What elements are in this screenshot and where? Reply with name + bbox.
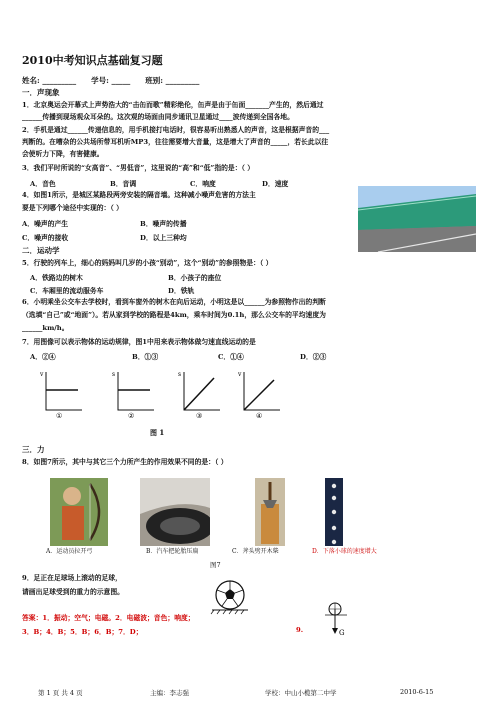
graph-1-label: ① [56,412,63,420]
gravity-diagram [323,602,351,636]
question-9-line-2: 请画出足球受到的重力的示意图。 [22,588,124,596]
footer-school: 学校：中山小榄第二中学 [265,689,337,697]
question-1-line-1: 1．北京奥运会开幕式上声势浩大的“击缶而歌”精彩绝伦，缶声是由于缶面_______产生的，然后通过 [22,101,324,109]
question-7: 7．用图像可以表示物体的运动规律，图1中用来表示物体做匀速直线运动的是 [22,338,256,346]
page-title: 2010中考知识点基础复习题 [22,54,163,67]
svg-text:s: s [112,371,116,378]
q7-option-c: C．①④ [218,353,244,361]
q3-option-b: B．音调 [110,180,137,188]
axe-wood-photo [255,478,285,546]
q4-option-b: B．噪声的传播 [140,220,187,228]
soccer-ball-figure [210,578,250,616]
section-force: 三．力 [22,445,45,454]
graph-1 [40,368,84,420]
question-1-line-2: ______传播到现场观众耳朵的。这次观的场面由同步通讯卫星通过____波传递到全国各地。 [22,113,294,121]
answer-line-1: 答案：1．振动；空气；电磁。2．电磁波；音色；响度； [22,614,195,622]
svg-text:s: s [178,371,182,378]
question-8: 8．如图7所示，其中与其它三个力所产生的作用效果不同的是：（ ） [22,458,228,466]
question-4-line-2: 要是下列哪个途径中实现的：（ ） [22,204,123,212]
q7-option-a: A．②④ [30,353,56,361]
question-2-line-3: 会使听力下降，有害健康。 [22,150,104,158]
graph-2 [112,368,156,420]
answer-line-2: 3．B；4．B；5．B；6．B；7．D； [22,628,143,636]
q7-option-b: B．①③ [132,353,159,361]
q4-option-d: D．以上三种均 [140,234,187,242]
q3-option-a: A．音色 [30,180,56,188]
q3-option-c: C．响度 [190,180,216,188]
svg-text:v: v [40,371,44,378]
question-2-line-1: 2．手机是通过______传递信息的，用手机接打电话时，很容易听出熟悉人的声音，这是根据声音的___ [22,126,330,134]
question-2-line-2: 判断的。在嘈杂的公共场所带耳机听MP3，往往需要增大音量，这是增大了声音的_____，若长此以往 [22,138,329,146]
footer-page-number: 第 1 页 共 4 页 [38,689,83,697]
q8-caption-b: B．汽车把轮胎压扁 [146,548,199,555]
falling-ball-photo [325,478,343,546]
q3-option-d: D．速度 [262,180,289,188]
q5-option-c: C．车厢里的流动服务车 [30,287,104,295]
section-acoustics: 一．声现象 [22,88,60,97]
archer-photo [50,478,108,546]
question-3: 3．我们平时所说的“女高音”、“男低音”，这里说的“高”和“低”指的是：（ ） [22,164,255,172]
q4-option-a: A．噪声的产生 [22,220,69,228]
student-info-line: 姓名: _________ 学号: _____ 班别: _________ [22,76,200,85]
graph-4 [238,368,282,420]
question-6-line-3: ______km/h。 [22,324,69,332]
q5-option-b: B．小孩子的座位 [168,274,222,282]
answer-9-label: 9. [296,626,304,634]
question-6-line-1: 6．小明乘坐公交车去学校时，看到车窗外的树木在向后运动，小明这是以______为参照物作出的判断 [22,298,326,306]
gravity-label: G [339,629,345,636]
question-5: 5．行驶的列车上，细心的妈妈叫几岁的小孩“别动”，这个“别动”的参照物是：（ ） [22,259,273,267]
q5-option-a: A．铁路边的树木 [30,274,83,282]
q8-caption-c: C．斧头劈开木柴 [232,548,279,555]
q4-option-c: C．噪声的接收 [22,234,69,242]
q8-caption-a: A．运动员拉开弓 [46,548,93,555]
svg-text:v: v [238,371,242,378]
question-4-line-1: 4．如图1所示，是城区某路段两旁安装的隔音墙。这种减小噪声危害的方法主 [22,191,256,199]
section-kinematics: 二．运动学 [22,246,60,255]
figure-1-caption: 图 1 [150,428,165,437]
graph-4-label: ④ [256,412,263,420]
question-6-line-2: （选填“自己”或“地面”）。若从家到学校的路程是4km，乘车时间为0.1h，那么公交车的平均速度为 [22,311,326,319]
tire-photo [140,478,210,546]
graph-3-label: ③ [196,412,203,420]
graph-3 [178,368,222,420]
footer-editor: 主编：李志强 [150,689,189,697]
figure-7-caption: 图7 [210,561,221,569]
q8-caption-d: D．下落小球的速度增大 [312,548,377,555]
sound-barrier-photo [358,186,476,252]
question-9-line-1: 9．足正在足球场上滚动的足球， [22,574,122,582]
footer-date: 2010-6-15 [400,688,434,696]
q7-option-d: D．②③ [300,353,327,361]
q5-option-d: D．铁轨 [168,287,195,295]
graph-2-label: ② [128,412,135,420]
